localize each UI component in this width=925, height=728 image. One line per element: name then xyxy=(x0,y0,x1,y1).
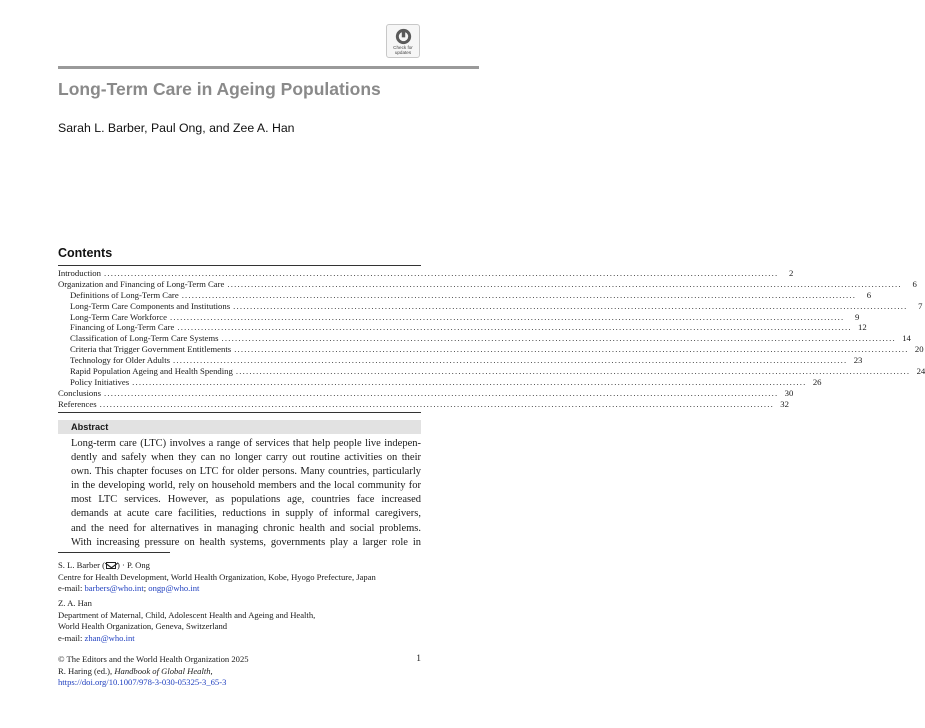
author-2-affiliation-1: Department of Maternal, Child, Adolescent Health and Ageing and Health, xyxy=(58,609,316,620)
abstract-header xyxy=(58,420,421,434)
toc-entry-label: Introduction xyxy=(58,268,101,278)
abstract-line: demands at acute care facilities, reductions in supply of informal caregivers, xyxy=(71,508,421,520)
toc-entry[interactable] xyxy=(58,355,863,366)
header-rule xyxy=(58,66,479,69)
toc-entry[interactable] xyxy=(58,387,794,399)
chapter-title: Long-Term Care in Ageing Populations xyxy=(58,79,381,99)
book-citation xyxy=(58,666,249,678)
toc-entry[interactable] xyxy=(58,289,872,301)
author-1-names xyxy=(58,560,376,572)
abstract-line: most LTC services. However, as populations age, countries face increased xyxy=(71,494,421,506)
toc-entry-page: 24 xyxy=(916,366,925,377)
envelope-icon xyxy=(106,562,116,569)
toc-entry[interactable] xyxy=(58,344,924,355)
toc-entry-page: 30 xyxy=(784,387,794,398)
toc-entry-label: Organization and Financing of Long-Term Care xyxy=(58,278,225,289)
toc-entry[interactable] xyxy=(58,366,925,377)
editor-text: R. Haring (ed.), xyxy=(58,665,115,676)
toc-entry-label: Long-Term Care Components and Institutions xyxy=(70,300,231,311)
abstract-text xyxy=(71,437,421,550)
toc-entry[interactable] xyxy=(58,311,860,323)
email-prefix: e-mail: xyxy=(58,632,85,643)
author-2-email-line xyxy=(58,633,315,645)
email-link-ongp[interactable]: ongp@who.int xyxy=(148,583,200,593)
toc-entry-label: Rapid Population Ageing and Health Spending xyxy=(70,366,233,377)
toc-entry-page: 9 xyxy=(854,311,860,322)
check-for-updates-badge[interactable] xyxy=(386,24,420,58)
toc-leader-dots: ........................................................................................................................................................................................................ xyxy=(103,387,779,398)
toc-entry-label: Policy Initiatives xyxy=(70,376,130,387)
check-for-updates-icon xyxy=(395,28,412,45)
toc-leader-dots: ........................................................................................................................................................................................................ xyxy=(235,366,911,377)
toc-leader-dots: ........................................................................................................................................................................................................ xyxy=(173,355,848,366)
toc-entry[interactable] xyxy=(58,268,794,279)
toc-entry-page: 23 xyxy=(853,355,863,366)
abstract-line: in the developing world, rely on household members and the local community for xyxy=(71,480,421,492)
toc-entry[interactable] xyxy=(58,398,789,410)
toc-entry-page: 2 xyxy=(788,268,794,278)
toc-entry-label: Financing of Long-Term Care xyxy=(70,322,175,333)
contents-heading: Contents xyxy=(58,246,113,260)
abstract-line: Long-term care (LTC) involves a range of services that help people live indepen- xyxy=(71,438,421,449)
citation-comma: , xyxy=(210,665,213,676)
table-of-contents xyxy=(58,265,925,413)
badge-line-1: Check for xyxy=(393,45,413,50)
toc-entry-label: Long-Term Care Workforce xyxy=(70,311,167,322)
footnote-author-1 xyxy=(58,560,376,595)
abstract-line: dently and safely when they can no longer carry out routine activities on their xyxy=(71,452,421,464)
email-link-barbers[interactable]: barbers@who.int xyxy=(84,583,144,593)
abstract-line: and the need for alternatives in managing chronic health and social problems. xyxy=(71,522,421,534)
toc-leader-dots: ........................................................................................................................................................................................................ xyxy=(233,300,908,311)
abstract-line: own. This chapter focuses on LTC for older persons. Many countries, particularly xyxy=(71,466,421,478)
author-1-email-line xyxy=(58,583,376,595)
toc-entry[interactable] xyxy=(58,278,917,290)
toc-leader-dots: ........................................................................................................................................................................................................ xyxy=(221,333,896,344)
toc-entry-page: 6 xyxy=(912,278,917,289)
author-1-name: S. L. Barber ( xyxy=(58,560,106,570)
chapter-authors: Sarah L. Barber, Paul Ong, and Zee A. Han xyxy=(58,121,295,135)
toc-leader-dots: ........................................................................................................................................................................................................ xyxy=(227,278,902,289)
toc-entry-label: References xyxy=(58,398,97,409)
toc-entry-page: 14 xyxy=(902,333,911,344)
doi-link[interactable]: https://doi.org/10.1007/978-3-030-05325-3_65-3 xyxy=(58,677,227,687)
toc-entry-label: Conclusions xyxy=(58,387,101,398)
toc-entry[interactable] xyxy=(58,376,822,388)
author-2-affiliation-2: World Health Organization, Geneva, Switzerland xyxy=(58,621,228,631)
email-link-zhan[interactable]: zhan@who.int xyxy=(84,632,135,643)
toc-leader-dots: ........................................................................................................................................................................................................ xyxy=(103,268,779,278)
toc-leader-dots: ........................................................................................................................................................................................................ xyxy=(132,376,807,387)
toc-entry[interactable] xyxy=(58,300,923,312)
toc-leader-dots: ........................................................................................................................................................................................................ xyxy=(181,289,857,300)
page-number: 1 xyxy=(416,654,421,664)
toc-entry-page: 12 xyxy=(858,322,867,333)
toc-entry-label: Definitions of Long-Term Care xyxy=(70,289,179,300)
toc-entry-label: Criteria that Trigger Government Entitlements xyxy=(70,344,232,355)
footnote-rule xyxy=(58,552,170,553)
email-prefix: e-mail: xyxy=(58,583,85,593)
book-title: Handbook of Global Health xyxy=(114,665,211,676)
abstract-line: With increasing pressure on health systems, governments play a larger role in xyxy=(71,536,421,548)
toc-entry[interactable] xyxy=(58,333,911,344)
toc-entry-page: 6 xyxy=(866,289,872,300)
abstract-label: Abstract xyxy=(71,422,109,432)
author-2-name: Z. A. Han xyxy=(58,598,92,608)
badge-line-2: updates xyxy=(394,50,412,55)
toc-entry-page: 20 xyxy=(914,344,924,355)
toc-entry-page: 26 xyxy=(812,376,822,387)
copyright-line: © The Editors and the World Health Organization 2025 xyxy=(58,654,249,664)
toc-leader-dots: ........................................................................................................................................................................................................ xyxy=(177,322,852,333)
toc-entry-page: 32 xyxy=(780,398,789,409)
toc-leader-dots: ........................................................................................................................................................................................................ xyxy=(99,398,774,409)
footnote-author-2 xyxy=(58,598,315,644)
toc-entry-label: Classification of Long-Term Care Systems xyxy=(70,333,219,344)
citation-footer xyxy=(58,654,249,689)
toc-entry-page: 7 xyxy=(918,300,923,311)
toc-entry[interactable] xyxy=(58,322,867,333)
toc-leader-dots: ........................................................................................................................................................................................................ xyxy=(169,311,845,322)
author-1-affiliation: Centre for Health Development, World Health Organization, Kobe, Hyogo Prefecture, Japan xyxy=(58,571,376,582)
author-1-coauthor: ) · P. Ong xyxy=(117,560,150,570)
toc-entry-label: Technology for Older Adults xyxy=(70,355,171,366)
email-separator: ; xyxy=(143,583,149,593)
toc-leader-dots: ........................................................................................................................................................................................................ xyxy=(234,344,909,355)
